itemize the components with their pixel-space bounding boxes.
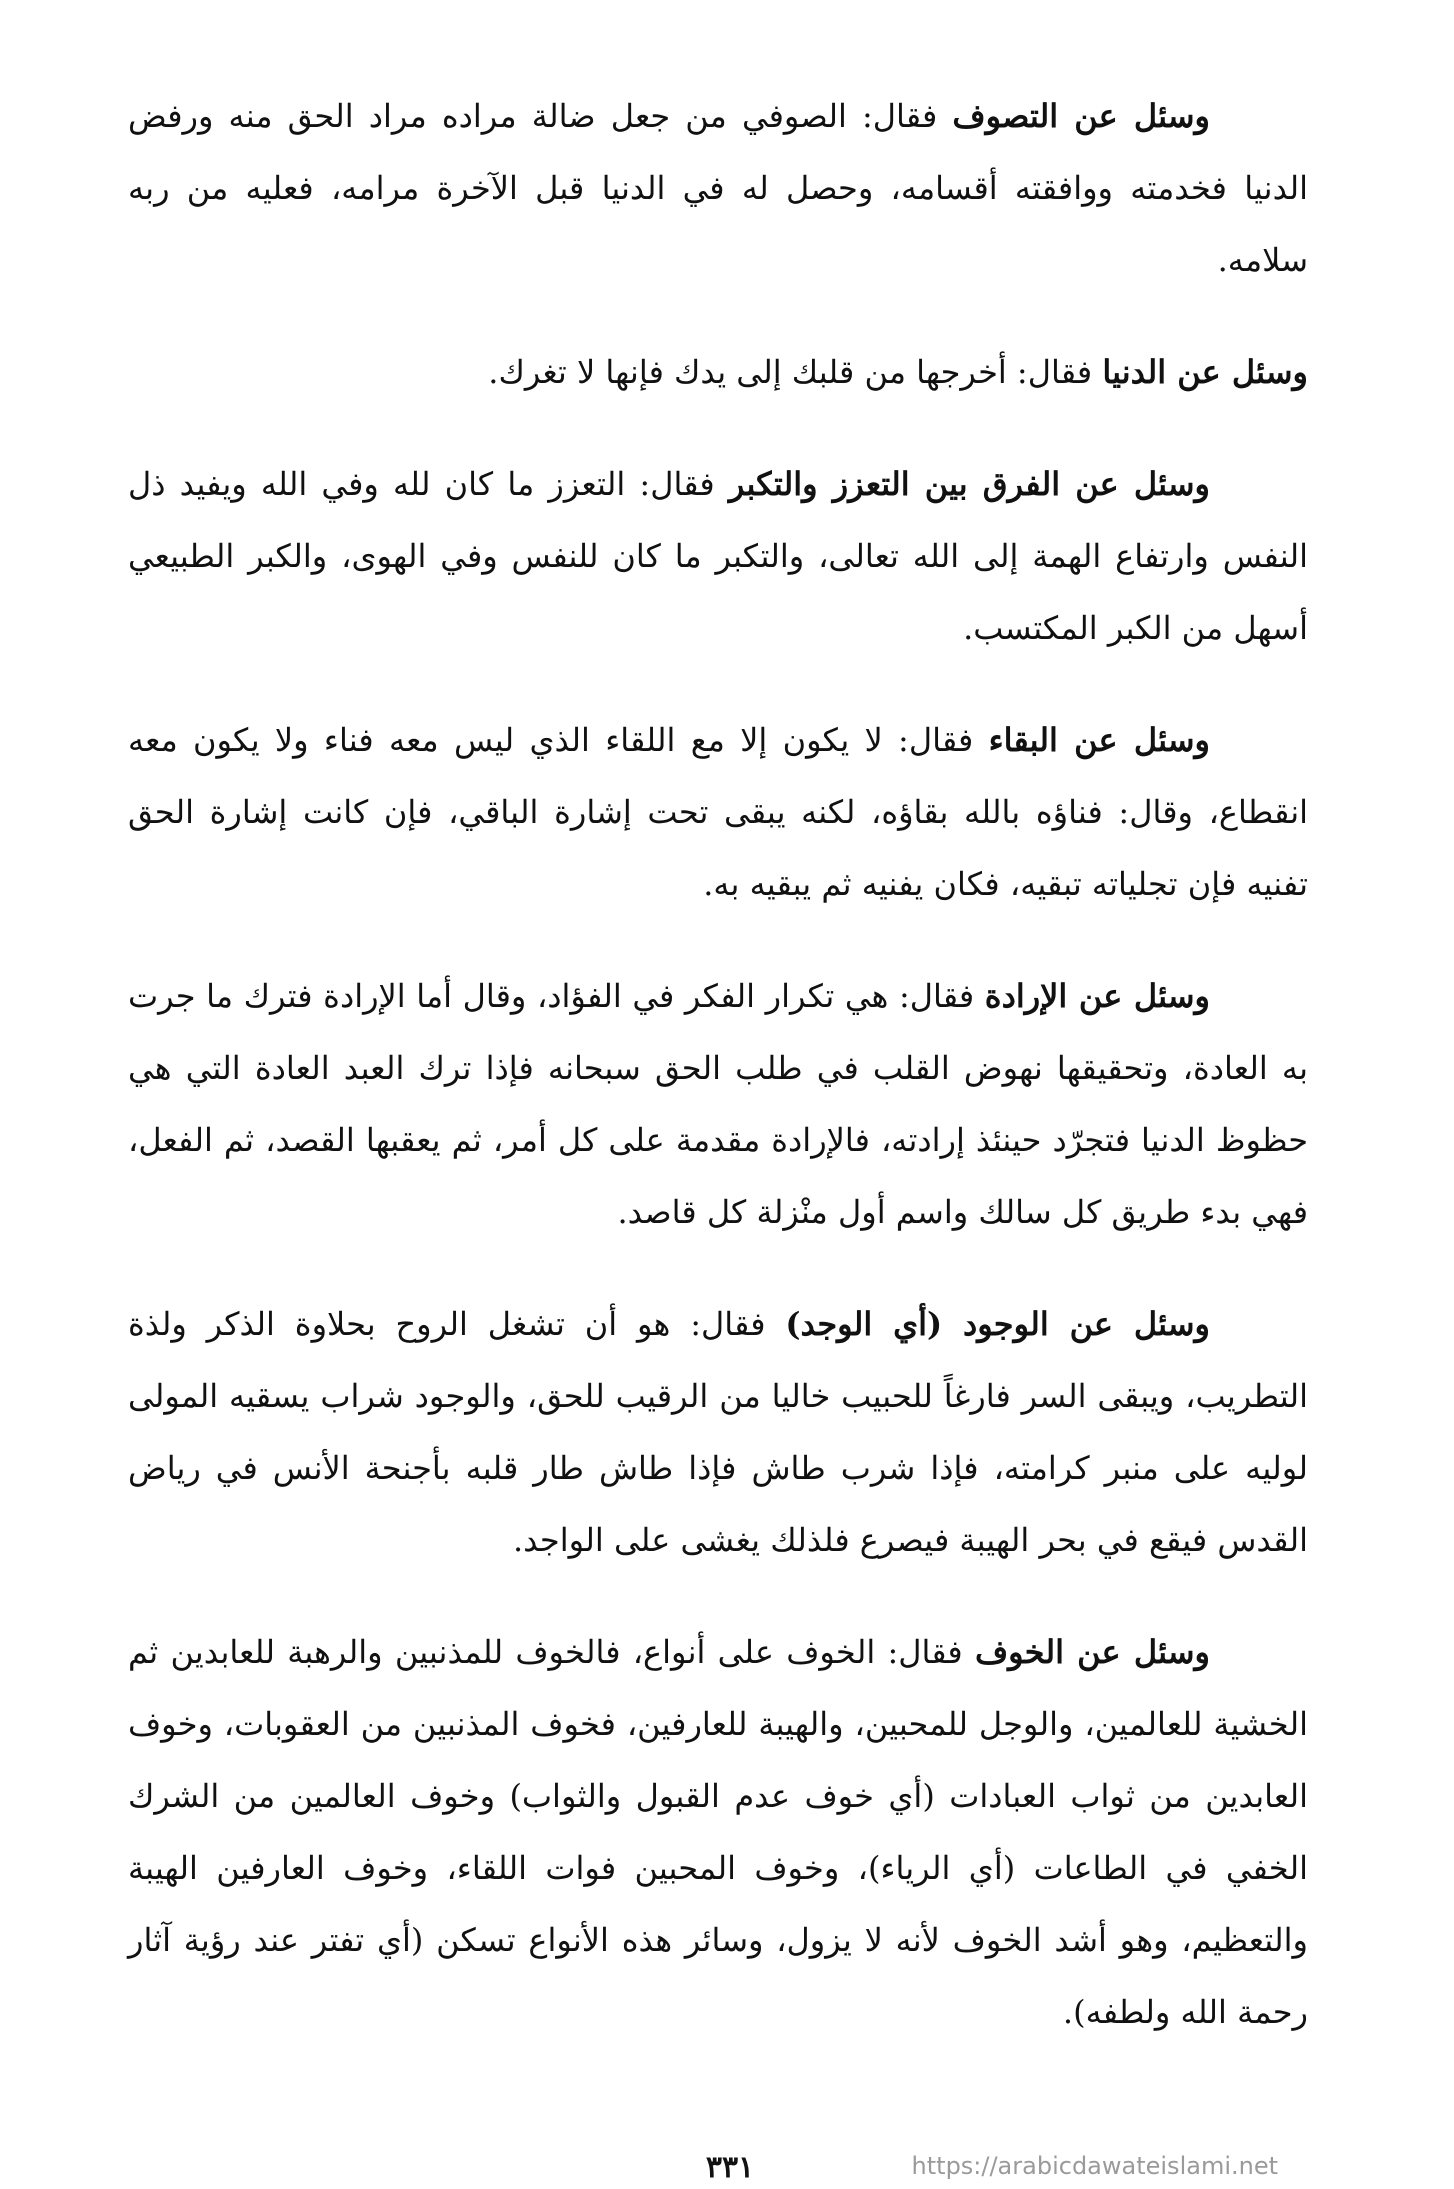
question-heading: وسئل عن الفرق بين التعزز والتكبر xyxy=(728,465,1211,503)
question-heading: وسئل عن الإرادة xyxy=(984,977,1211,1015)
paragraph-irada xyxy=(128,960,1308,1248)
page-footer xyxy=(0,2150,1454,2185)
answer-text: فقال: التعزز ما كان لله وفي الله ويفيد ذل النفس وارتفاع الهمة إلى الله تعالى، والتكبر ما كان للنفس وفي الهوى، والكبر الطبيعي أسهل من الكبر المكتسب. xyxy=(128,465,1309,647)
paragraph-baqa xyxy=(128,704,1308,920)
paragraph-wujud xyxy=(128,1288,1308,1576)
question-heading: وسئل عن البقاء xyxy=(988,721,1211,759)
answer-text: فقال: هو أن تشغل الروح بحلاوة الذكر ولذة التطريب، ويبقى السر فارغاً للحبيب خاليا من الرقيب للحق، والوجود شراب يسقيه المولى لوليه على منبر كرامته، فإذا شرب طاش فإذا طاش طار قلبه بأجنحة الأنس في رياض القدس فيقع في بحر الهيبة فيصرع فلذلك يغشى على الواجد. xyxy=(128,1305,1309,1559)
page-content xyxy=(128,80,1308,2088)
paragraph-khawf xyxy=(128,1616,1308,2048)
answer-text: فقال: هي تكرار الفكر في الفؤاد، وقال أما الإرادة فترك ما جرت به العادة، وتحقيقها نهوض القلب في طلب الحق سبحانه فإذا ترك العبد العادة التي هي حظوظ الدنيا فتجرّد حينئذ إرادته، فالإرادة مقدمة على كل أمر، ثم يعقبها القصد، ثم الفعل، فهي بدء طريق كل سالك واسم أول منْزلة كل قاصد. xyxy=(128,977,1308,1231)
question-heading: وسئل عن الوجود (أي الوجد) xyxy=(785,1305,1211,1343)
page-number: ٣٣١ xyxy=(705,2150,755,2185)
answer-text: فقال: لا يكون إلا مع اللقاء الذي ليس معه فناء ولا يكون معه انقطاع، وقال: فناؤه بالله بقاؤه، لكنه يبقى تحت إشارة الباقي، فإن كانت إشارة الحق تفنيه فإن تجلياته تبقيه، فكان يفنيه ثم يبقيه به. xyxy=(128,721,1308,903)
paragraph-dunya xyxy=(128,336,1308,408)
source-watermark-url: https://arabicdawateislami.net xyxy=(911,2152,1278,2180)
question-heading: وسئل عن التصوف xyxy=(952,97,1210,135)
paragraph-tasawwuf xyxy=(128,80,1308,296)
answer-text: فقال: الصوفي من جعل ضالة مراده مراد الحق منه ورفض الدنيا فخدمته ووافقته أقسامه، وحصل له في الدنيا قبل الآخرة مرامه، فعليه من ربه سلامه. xyxy=(128,97,1308,279)
question-heading: وسئل عن الدنيا xyxy=(1102,353,1308,391)
answer-text: فقال: الخوف على أنواع، فالخوف للمذنبين والرهبة للعابدين ثم الخشية للعالمين، والوجل للمحبين، والهيبة للعارفين، فخوف المذنبين من العقوبات، وخوف العابدين من ثواب العبادات (أي خوف عدم القبول والثواب) وخوف العالمين من الشرك الخفي في الطاعات (أي الرياء)، وخوف المحبين فوات اللقاء، وخوف العارفين الهيبة والتعظيم، وهو أشد الخوف لأنه لا يزول، وسائر هذه الأنواع تسكن (أي تفتر عند رؤية آثار رحمة الله ولطفه). xyxy=(128,1633,1308,2031)
answer-text: فقال: أخرجها من قلبك إلى يدك فإنها لا تغرك. xyxy=(488,353,1103,391)
paragraph-taazzuz-takabbur xyxy=(128,448,1308,664)
question-heading: وسئل عن الخوف xyxy=(974,1633,1211,1671)
